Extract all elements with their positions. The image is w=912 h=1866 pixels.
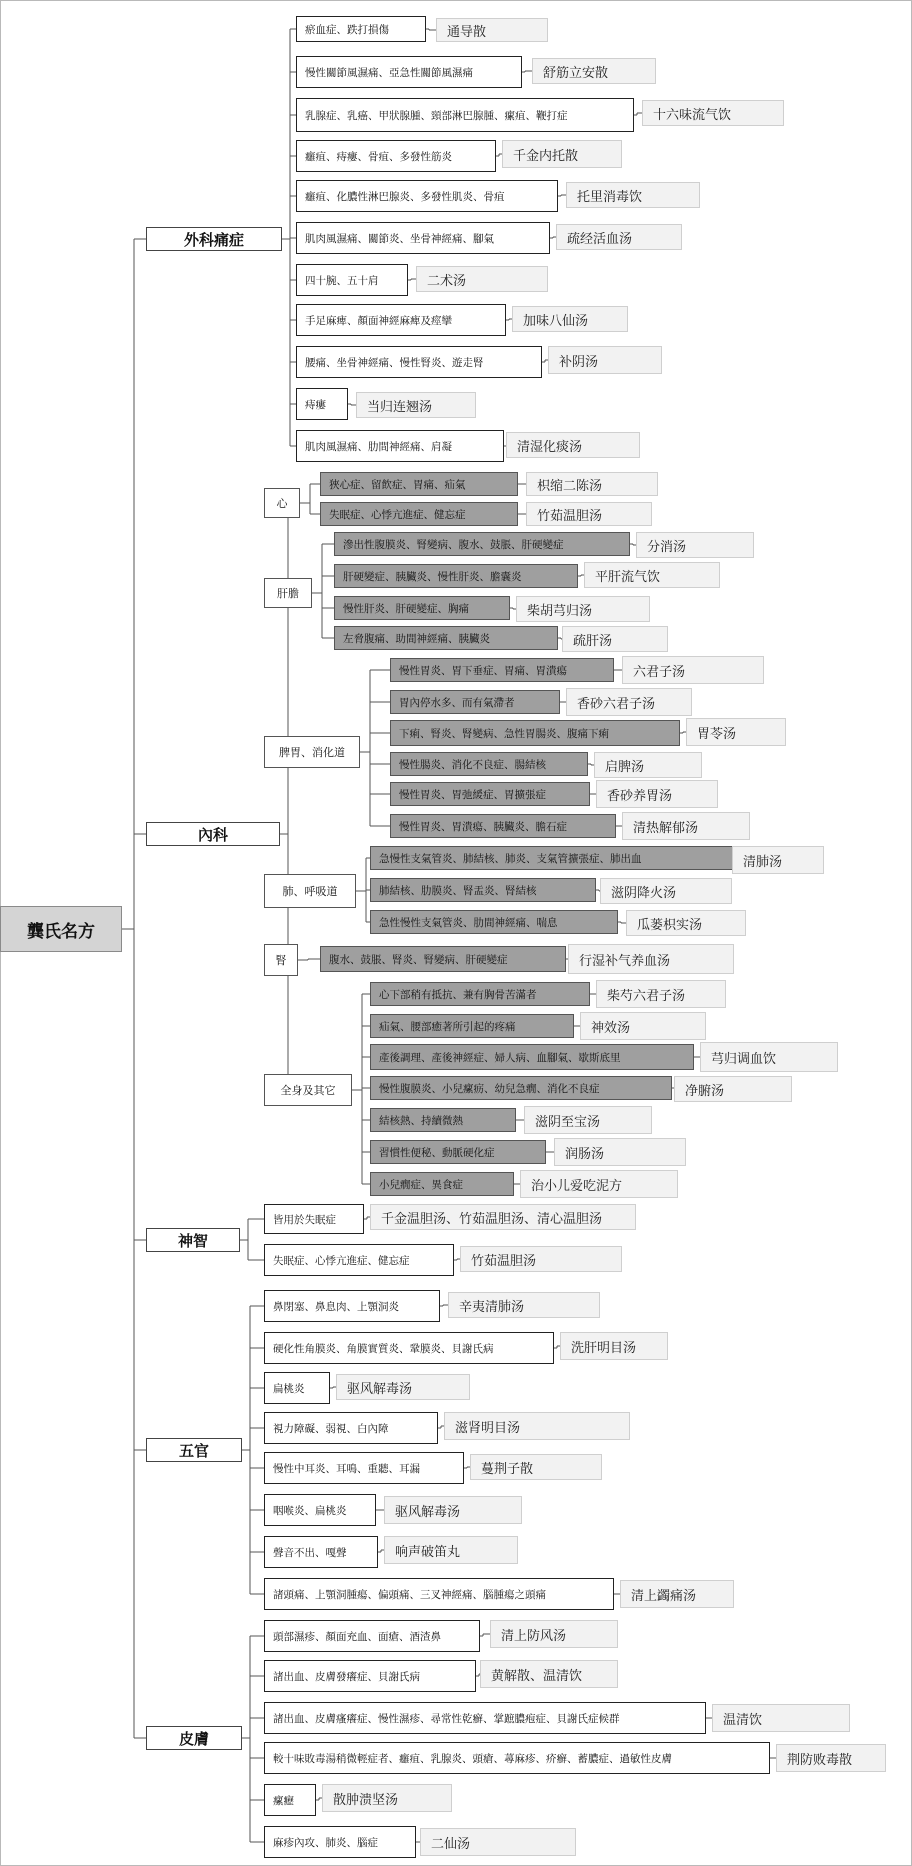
formula-node: 瓜蒌枳实汤 xyxy=(626,910,746,936)
formula-node: 清湿化痰汤 xyxy=(506,432,640,458)
formula-node: 枳缩二陈汤 xyxy=(526,472,658,496)
formula-node: 清热解郁汤 xyxy=(622,812,750,840)
symptom-node: 頭部濕疹、顏面充血、面瘡、酒渣鼻 xyxy=(264,1620,480,1652)
symptom-node: 肝硬變症、胰臟炎、慢性肝炎、膽囊炎 xyxy=(334,564,578,588)
symptom-node: 肌肉風濕痛、關節炎、坐骨神經痛、腳氣 xyxy=(296,222,550,254)
symptom-node: 瘀血症、跌打損傷 xyxy=(296,16,426,42)
formula-node: 治小儿爱吃泥方 xyxy=(520,1170,678,1198)
formula-node: 十六味流气饮 xyxy=(642,100,784,126)
formula-node: 胃苓汤 xyxy=(686,718,786,746)
formula-node: 香砂六君子汤 xyxy=(566,688,692,716)
formula-node: 疏肝汤 xyxy=(562,626,668,652)
formula-node: 通导散 xyxy=(436,18,548,42)
symptom-node: 左脅腹痛、助間神經痛、胰臟炎 xyxy=(334,626,558,650)
subcategory-kidney: 腎 xyxy=(264,944,298,976)
symptom-node: 腹水、鼓脹、腎炎、腎變病、肝硬變症 xyxy=(320,946,566,972)
formula-node: 驱风解毒汤 xyxy=(336,1374,470,1400)
symptom-node: 失眠症、心悸亢進症、健忘症 xyxy=(264,1244,454,1276)
formula-node: 行湿补气养血汤 xyxy=(568,944,734,974)
symptom-node: 狹心症、留飲症、胃痛、疝氣 xyxy=(320,472,518,496)
formula-node: 荆防败毒散 xyxy=(776,1744,886,1772)
formula-node: 滋阴至宝汤 xyxy=(524,1106,652,1134)
symptom-node: 慢性胃炎、胃弛緩症、胃擴張症 xyxy=(390,782,590,806)
symptom-node: 扁桃炎 xyxy=(264,1372,330,1404)
formula-node: 启脾汤 xyxy=(594,752,702,778)
symptom-node: 視力障礙、弱視、白內障 xyxy=(264,1412,438,1444)
symptom-node: 皆用於失眠症 xyxy=(264,1204,364,1234)
symptom-node: 慢性關節風濕痛、亞急性關節風濕痛 xyxy=(296,56,522,88)
category-wuguan: 五官 xyxy=(146,1438,242,1462)
symptom-node: 瘰癧 xyxy=(264,1784,316,1816)
formula-node: 神效汤 xyxy=(580,1012,706,1040)
symptom-node: 癰疽、痔瘻、骨疽、多發性筋炎 xyxy=(296,140,496,172)
symptom-node: 習慣性便秘、動脈硬化症 xyxy=(370,1140,546,1164)
symptom-node: 腰痛、坐骨神經痛、慢性腎炎、遊走腎 xyxy=(296,346,542,378)
category-neike: 內科 xyxy=(146,822,280,846)
formula-node: 六君子汤 xyxy=(622,656,764,684)
category-shenzhi: 神智 xyxy=(146,1228,240,1252)
symptom-node: 產後調理、產後神經症、婦人病、血腳氣、歇斯底里 xyxy=(370,1044,694,1070)
symptom-node: 肺結核、肋膜炎、腎盂炎、腎結核 xyxy=(370,878,596,902)
symptom-node: 下痢、腎炎、腎變病、急性胃腸炎、腹痛下痢 xyxy=(390,720,680,746)
symptom-node: 硬化性角膜炎、角膜實質炎、鞏膜炎、貝謝氏病 xyxy=(264,1332,554,1364)
category-waike: 外科痛症 xyxy=(146,227,282,251)
formula-node: 黄解散、温清饮 xyxy=(480,1660,618,1688)
symptom-node: 聲音不出、嘎聲 xyxy=(264,1536,378,1568)
subcategory-systemic-other: 全身及其它 xyxy=(264,1074,352,1106)
formula-node: 辛夷清肺汤 xyxy=(448,1292,600,1318)
symptom-node: 滲出性腹膜炎、腎變病、腹水、鼓脹、肝硬變症 xyxy=(334,532,630,556)
formula-node: 洗肝明目汤 xyxy=(560,1332,668,1360)
formula-node: 响声破笛丸 xyxy=(384,1536,518,1564)
subcategory-lung-respiratory: 肺、呼吸道 xyxy=(264,874,356,908)
formula-node: 润肠汤 xyxy=(554,1138,686,1166)
formula-node: 平肝流气饮 xyxy=(584,562,720,588)
symptom-node: 諸頭痛、上顎洞腫瘍、偏頭痛、三叉神經痛、腦腫瘍之頭痛 xyxy=(264,1578,614,1610)
symptom-node: 慢性肝炎、肝硬變症、胸痛 xyxy=(334,596,510,620)
symptom-node: 胃內停水多、而有氣滯者 xyxy=(390,690,560,714)
symptom-node: 急慢性支氣管炎、肺結核、肺炎、支氣管擴張症、肺出血 xyxy=(370,846,734,870)
symptom-node: 咽喉炎、扁桃炎 xyxy=(264,1494,376,1526)
formula-node: 分消汤 xyxy=(636,532,754,558)
subcategory-spleen-digestive: 脾胃、消化道 xyxy=(264,736,360,768)
symptom-node: 結核熱、持續微熱 xyxy=(370,1108,516,1132)
formula-node: 温清饮 xyxy=(712,1704,850,1732)
symptom-node: 肌肉風濕痛、肋間神經痛、肩凝 xyxy=(296,430,504,462)
formula-node: 清肺汤 xyxy=(732,846,824,874)
root-node: 龔氏名方 xyxy=(0,906,122,952)
symptom-node: 小兒癇症、異食症 xyxy=(370,1172,514,1196)
formula-node: 净腑汤 xyxy=(674,1076,792,1102)
symptom-node: 癰疽、化膿性淋巴腺炎、多發性肌炎、骨疽 xyxy=(296,180,558,212)
symptom-node: 痔瘻 xyxy=(296,388,348,420)
formula-node: 加味八仙汤 xyxy=(512,306,628,332)
subcategory-heart: 心 xyxy=(264,488,300,518)
formula-node: 竹茹温胆汤 xyxy=(526,502,652,526)
formula-node: 滋肾明目汤 xyxy=(444,1412,630,1440)
symptom-node: 失眠症、心悸亢進症、健忘症 xyxy=(320,502,518,526)
symptom-node: 急性慢性支氣管炎、肋間神經痛、喘息 xyxy=(370,910,618,934)
formula-node: 清上防风汤 xyxy=(490,1620,618,1648)
symptom-node: 諸出血、皮膚瘙癢症、慢性濕疹、尋常性乾癬、掌蹠膿疱症、貝謝氏症候群 xyxy=(264,1702,706,1734)
formula-node: 补阴汤 xyxy=(548,346,662,374)
formula-node: 滋阴降火汤 xyxy=(600,878,732,904)
formula-node: 千金温胆汤、竹茹温胆汤、清心温胆汤 xyxy=(370,1204,636,1230)
formula-node: 二仙汤 xyxy=(420,1828,576,1856)
symptom-node: 慢性胃炎、胃潰瘍、胰臟炎、膽石症 xyxy=(390,814,616,838)
formula-node: 柴芍六君子汤 xyxy=(596,980,726,1008)
formula-node: 蔓荆子散 xyxy=(470,1454,602,1480)
symptom-node: 諸出血、皮膚發癢症、貝謝氏病 xyxy=(264,1660,476,1692)
symptom-node: 手足麻痺、顏面神經麻痺及痙攣 xyxy=(296,304,506,336)
symptom-node: 慢性腸炎、消化不良症、腸結核 xyxy=(390,752,588,776)
symptom-node: 四十腕、五十肩 xyxy=(296,264,408,296)
formula-node: 散肿溃坚汤 xyxy=(322,1784,452,1812)
symptom-node: 慢性中耳炎、耳鳴、重聽、耳漏 xyxy=(264,1452,464,1484)
formula-node: 竹茹温胆汤 xyxy=(460,1246,622,1272)
formula-node: 舒筋立安散 xyxy=(532,58,656,84)
formula-node: 柴胡芎归汤 xyxy=(516,596,650,622)
symptom-node: 較十味敗毒湯稍微輕症者、癰疽、乳腺炎、頭瘡、蕁麻疹、疥癬、蓄膿症、過敏性皮膚 xyxy=(264,1742,770,1774)
formula-node: 驱风解毒汤 xyxy=(384,1496,522,1524)
formula-node: 清上蠲痛汤 xyxy=(620,1580,734,1608)
symptom-node: 慢性腹膜炎、小兒瘰疬、幼兒急癇、消化不良症 xyxy=(370,1076,672,1100)
symptom-node: 心下部稍有抵抗、兼有胸骨苦滿者 xyxy=(370,982,590,1006)
category-pifu: 皮膚 xyxy=(146,1726,242,1750)
subcategory-liver-gallbladder: 肝膽 xyxy=(264,578,312,608)
formula-node: 托里消毒饮 xyxy=(566,182,700,208)
formula-node: 香砂养胃汤 xyxy=(596,780,718,808)
formula-node: 疏经活血汤 xyxy=(556,224,682,250)
symptom-node: 慢性胃炎、胃下垂症、胃痛、胃潰瘍 xyxy=(390,658,614,682)
formula-node: 二术汤 xyxy=(416,266,548,292)
symptom-node: 疝氣、腰部癒著所引起的疼痛 xyxy=(370,1014,574,1038)
formula-node: 千金内托散 xyxy=(502,140,622,168)
symptom-node: 麻疹內攻、肺炎、腦症 xyxy=(264,1826,416,1858)
symptom-node: 鼻閉塞、鼻息肉、上顎洞炎 xyxy=(264,1290,440,1322)
symptom-node: 乳腺症、乳癌、甲狀腺腫、頸部淋巴腺腫、瘰疽、鞭打症 xyxy=(296,98,634,132)
formula-node: 芎归调血饮 xyxy=(700,1042,838,1072)
formula-node: 当归连翘汤 xyxy=(356,392,476,418)
